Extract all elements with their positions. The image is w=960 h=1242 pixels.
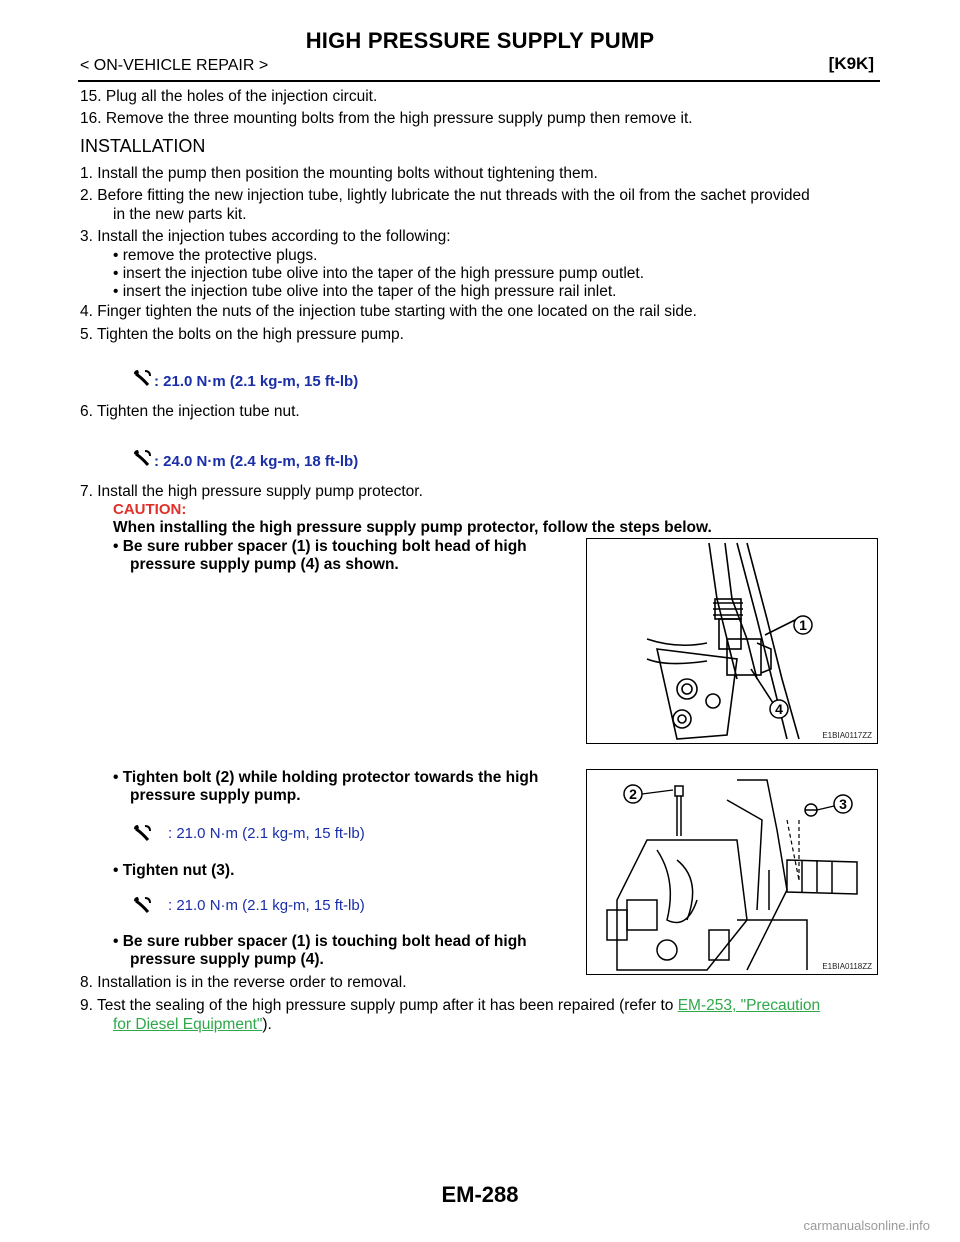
step-3-bullet-1: • remove the protective plugs. xyxy=(113,247,318,264)
installation-heading: INSTALLATION xyxy=(80,136,206,156)
page-number: EM-288 xyxy=(441,1182,519,1207)
step-3-bullet-3: • insert the injection tube olive into the taper of the high pressure rail inlet. xyxy=(113,283,617,300)
page-title: HIGH PRESSURE SUPPLY PUMP xyxy=(305,28,655,53)
figure-1-code: E1BIA0117ZZ xyxy=(822,731,872,740)
bullet-bolt-2: • Tighten bolt (2) while holding protector towards the high xyxy=(113,769,539,786)
engine-code: [K9K] xyxy=(828,54,874,73)
bullet-bolt-2-cont: pressure supply pump. xyxy=(130,787,301,804)
torque-spec-1: : 21.0 N·m (2.1 kg-m, 15 ft-lb) xyxy=(154,373,359,390)
svg-text:4: 4 xyxy=(775,701,783,717)
step-4: 4. Finger tighten the nuts of the injection tube starting with the one located on the rail side. xyxy=(80,303,697,320)
figure-2-code: E1BIA0118ZZ xyxy=(822,962,872,971)
callout-2 xyxy=(624,785,642,803)
step-7: 7. Install the high pressure supply pump protector. xyxy=(80,483,423,500)
step-16: 16. Remove the three mounting bolts from the high pressure supply pump then remove it. xyxy=(80,110,693,127)
svg-text:3: 3 xyxy=(839,796,847,812)
header-rule xyxy=(78,80,880,82)
bullet-spacer-2-cont: pressure supply pump (4). xyxy=(130,951,324,968)
step-2-cont: in the new parts kit. xyxy=(113,206,247,223)
step-6: 6. Tighten the injection tube nut. xyxy=(80,403,300,420)
bullet-spacer-1: • Be sure rubber spacer (1) is touching bolt head of high xyxy=(113,538,527,555)
watermark: carmanualsonline.info xyxy=(803,1218,930,1233)
precaution-link[interactable]: EM-253, "Precaution xyxy=(677,997,821,1014)
torque-wrench-icon xyxy=(131,895,153,917)
torque-spec-3: : 21.0 N·m (2.1 kg-m, 15 ft-lb) xyxy=(168,825,365,842)
step-2: 2. Before fitting the new injection tube, lightly lubricate the nut threads with the oil from the sachet provided xyxy=(80,187,810,204)
callout-1 xyxy=(794,616,812,634)
section-label: < ON-VEHICLE REPAIR > xyxy=(80,57,269,74)
figure-1 xyxy=(586,538,878,744)
caution-text: When installing the high pressure supply pump protector, follow the steps below. xyxy=(113,519,712,536)
svg-text:1: 1 xyxy=(799,617,807,633)
torque-wrench-icon xyxy=(131,823,153,845)
figure-2-illustration xyxy=(587,770,877,974)
torque-spec-4: : 21.0 N·m (2.1 kg-m, 15 ft-lb) xyxy=(168,897,365,914)
step-9-end: ). xyxy=(262,1016,272,1033)
torque-wrench-icon xyxy=(131,448,153,470)
callout-3 xyxy=(834,795,852,813)
svg-text:2: 2 xyxy=(629,786,637,802)
figure-2 xyxy=(586,769,878,975)
callout-4 xyxy=(770,700,788,718)
caution-label: CAUTION: xyxy=(113,501,187,518)
step-3: 3. Install the injection tubes according to the following: xyxy=(80,228,451,245)
precaution-link-cont[interactable]: for Diesel Equipment" xyxy=(113,1016,263,1033)
step-15: 15. Plug all the holes of the injection circuit. xyxy=(80,88,378,105)
step-9-cont xyxy=(113,1016,272,1034)
step-3-bullet-2: • insert the injection tube olive into the taper of the high pressure pump outlet. xyxy=(113,265,645,282)
step-9-text: 9. Test the sealing of the high pressure supply pump after it has been repaired (refer to xyxy=(80,997,678,1014)
bullet-nut-3: • Tighten nut (3). xyxy=(113,862,235,879)
step-1: 1. Install the pump then position the mounting bolts without tightening them. xyxy=(80,165,598,182)
step-5: 5. Tighten the bolts on the high pressure pump. xyxy=(80,326,404,343)
torque-wrench-icon xyxy=(131,368,153,390)
step-9 xyxy=(80,997,820,1015)
bullet-spacer-1-cont: pressure supply pump (4) as shown. xyxy=(130,556,399,573)
step-8: 8. Installation is in the reverse order to removal. xyxy=(80,974,407,991)
bullet-spacer-2: • Be sure rubber spacer (1) is touching bolt head of high xyxy=(113,933,527,950)
torque-spec-2: : 24.0 N·m (2.4 kg-m, 18 ft-lb) xyxy=(154,453,359,470)
figure-1-illustration xyxy=(587,539,877,743)
